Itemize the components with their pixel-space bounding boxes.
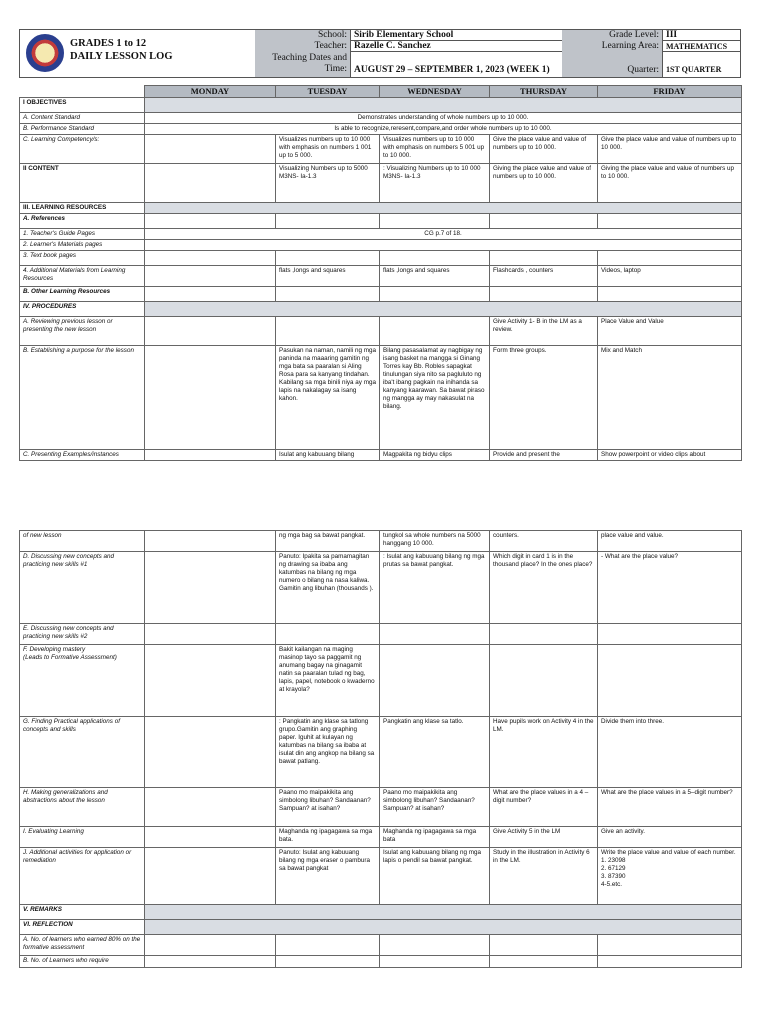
table-cell [145, 450, 276, 461]
row-label: of new lesson [20, 531, 145, 552]
day-monday: MONDAY [145, 86, 276, 98]
quarter-label: Quarter: [562, 52, 662, 77]
day-friday: FRIDAY [598, 86, 742, 98]
table-cell [145, 135, 276, 164]
table-cell: Visualizes numbers up to 10 000 with emphasis on numbers 5 001 up to 10 000. [380, 135, 490, 164]
table-cell: Isulat ang kabuuang bilang [276, 450, 380, 461]
table-cell: Provide and present the [490, 450, 598, 461]
row-label: 1. Teacher's Guide Pages [20, 229, 145, 240]
table-cell: place value and value. [598, 531, 742, 552]
table-cell: Pangkatin ang klase sa tatlo. [380, 717, 490, 788]
table-cell: Visualizing Numbers up to 5000 M3NS- Ia-1.3 [276, 164, 380, 203]
table-cell: Paano mo maipakikita ang simbolong libuhan? Sandaanan? Sampuan? at isahan? [276, 788, 380, 827]
content-standard-value: Demonstrates understanding of whole numbers up to 10 000. [145, 113, 742, 124]
table-cell: Pasukan na naman, namili ng mga paninda na maaaring gamitin ng mga bata sa paaralan si Aling Rosa para sa kanyang tindahan. Kabilang sa mga binili niya ay mga lapis na nakalagay sa isang kahon. [276, 346, 380, 450]
table-cell [145, 317, 276, 346]
reflection-b-row [20, 956, 742, 968]
table-cell: Give an activity. [598, 827, 742, 848]
table-cell: tungkol sa whole numbers na 5000 hanggang 10 000. [380, 531, 490, 552]
table-cell: What are the place values in a 5–digit number? [598, 788, 742, 827]
table-cell: counters. [490, 531, 598, 552]
table-cell: Mix and Match [598, 346, 742, 450]
row-label: 2. Learner's Materials pages [20, 240, 145, 251]
table-cell [598, 645, 742, 717]
table-cell: Which digit in card 1 is in the thousand place? In the ones place? [490, 552, 598, 624]
row-label: J. Additional activities for application or remediation [20, 848, 145, 905]
dates-label-line1: Teaching Dates and [272, 53, 347, 63]
row-label: E. Discussing new concepts and practicing new skills #2 [20, 624, 145, 645]
teacher-value: Razelle C. Sanchez [350, 41, 562, 52]
procedure-j-row [20, 848, 742, 905]
area-value: MATHEMATICS [662, 41, 740, 52]
grade-label: Grade Level: [562, 30, 662, 41]
table-cell [145, 827, 276, 848]
content-row [20, 164, 742, 203]
table-cell [145, 717, 276, 788]
day-thursday: THURSDAY [490, 86, 598, 98]
reflection-a-row [20, 935, 742, 956]
procedure-a-row [20, 317, 742, 346]
procedure-g-row [20, 717, 742, 788]
table-cell: Visualizes numbers up to 10 000 with emphasis on numbers 1 001 up to 5 000. [276, 135, 380, 164]
table-cell: Panuto: Ipakita sa pamamagitan ng drawing sa ibaba ang katumbas na bilang ng mga numero o bilang na nasa kaliwa. Gamitin ang libuhan (thousands ). [276, 552, 380, 624]
table-cell: Bakit kailangan na maging masinop tayo sa paggamit ng anumang bagay na ginagamit natin sa paaralan tulad ng bag, lapis, papel, notebook o kwaderno at krayola? [276, 645, 380, 717]
table-cell: Place Value and Value [598, 317, 742, 346]
row-label: 4. Additional Materials from Learning Resources [20, 266, 145, 287]
table-cell: Give the place value and value of numbers up to 10 000. [490, 135, 598, 164]
resources-row [20, 203, 742, 214]
table-cell: Videos, laptop [598, 266, 742, 287]
table-cell: Form three groups. [490, 346, 598, 450]
other-resources-row [20, 287, 742, 302]
row-label: I. Evaluating Learning [20, 827, 145, 848]
table-cell: Paano mo maipakikita ang simbolong libuhan? Sandaanan? Sampuan? at isahan? [380, 788, 490, 827]
table-cell: Giving the place value and value of numbers up to 10 000. [490, 164, 598, 203]
table-cell: : Isulat ang kabuuang bilang ng mga prutas sa bawat pangkat. [380, 552, 490, 624]
table-cell: Show powerpoint or video clips about [598, 450, 742, 461]
row-label: F. Developing mastery (Leads to Formative Assessment) [20, 645, 145, 717]
table-cell [145, 346, 276, 450]
reflection-row [20, 920, 742, 935]
day-header-row [20, 86, 742, 98]
lesson-log-table-part1 [19, 85, 742, 461]
teacher-label: Teacher: [255, 41, 350, 52]
table-cell [276, 317, 380, 346]
table-cell [145, 848, 276, 905]
remarks-row [20, 905, 742, 920]
school-label: School: [255, 30, 350, 41]
row-label: VI. REFLECTION [20, 920, 145, 935]
table-cell: Write the place value and value of each number. 1. 23098 2. 67129 3. 87390 4-5.etc. [598, 848, 742, 905]
table-cell [145, 552, 276, 624]
dates-label-line2: Time: [324, 64, 347, 74]
row-label: B. No. of Learners who require [20, 956, 145, 968]
dates-value: AUGUST 29 – SEPTEMBER 1, 2023 (WEEK 1) [350, 52, 562, 77]
table-cell: Giving the place value and value of numbers up to 10 000. [598, 164, 742, 203]
row-label: G. Finding Practical applications of concepts and skills [20, 717, 145, 788]
title-line2: DAILY LESSON LOG [70, 51, 173, 62]
procedures-row [20, 302, 742, 317]
table-cell [380, 645, 490, 717]
row-label: II CONTENT [20, 164, 145, 203]
row-label: B. Establishing a purpose for the lesson [20, 346, 145, 450]
competency-row [20, 135, 742, 164]
table-cell: Study in the illustration in Activity 6 in the LM. [490, 848, 598, 905]
teachers-guide-value: CG p.7 of 18. [145, 229, 742, 240]
row-label: C. Learning Competency/s: [20, 135, 145, 164]
objectives-row [20, 98, 742, 113]
procedure-b-row [20, 346, 742, 450]
references-row [20, 214, 742, 229]
row-label: H. Making generalizations and abstractions about the lesson [20, 788, 145, 827]
row-label: IV. PROCEDURES [20, 302, 145, 317]
table-cell: Maghanda ng ipagagawa sa mga bata. [276, 827, 380, 848]
procedure-h-row [20, 788, 742, 827]
area-label: Learning Area: [562, 41, 662, 52]
additional-materials-row [20, 266, 742, 287]
table-cell: Have pupils work on Activity 4 in the LM. [490, 717, 598, 788]
performance-standard-value: Is able to recognize,reresent,compare,and order whole numbers up to 10 000. [145, 124, 742, 135]
lesson-log-header [19, 29, 741, 78]
procedure-d-row [20, 552, 742, 624]
row-label: 3. Text book pages [20, 251, 145, 266]
quarter-value: 1ST QUARTER [662, 52, 740, 77]
title-line1: GRADES 1 to 12 [70, 38, 147, 49]
procedure-f-row [20, 645, 742, 717]
table-cell: - What are the place value? [598, 552, 742, 624]
table-cell [145, 531, 276, 552]
table-cell: Divide them into three. [598, 717, 742, 788]
table-cell: Bilang pasasalamat ay nagbigay ng isang basket na mangga si Ginang Torres kay Bb. Robles sapagkat tinulungan siya nito sa pagluluto ng iba't ibang pagkain na inihanda sa kanyang kaarawan. Sa bawat piraso ng mangga ay may nakasulat na bilang. [380, 346, 490, 450]
table-cell: What are the place values in a 4 –digit number? [490, 788, 598, 827]
procedure-i-row [20, 827, 742, 848]
row-label: I OBJECTIVES [20, 98, 145, 113]
table-cell: : Visualizing Numbers up to 10 000 M3NS- Ia-1.3 [380, 164, 490, 203]
day-wednesday: WEDNESDAY [380, 86, 490, 98]
table-cell [145, 788, 276, 827]
table-cell: Give the place value and value of numbers up to 10 000. [598, 135, 742, 164]
row-label: D. Discussing new concepts and practicing new skills #1 [20, 552, 145, 624]
dates-label [255, 52, 350, 77]
table-cell [490, 645, 598, 717]
table-cell [380, 317, 490, 346]
table-cell: ng mga bag sa bawat pangkat. [276, 531, 380, 552]
performance-standard-row [20, 124, 742, 135]
day-tuesday: TUESDAY [276, 86, 380, 98]
school-value: Sirib Elementary School [350, 30, 562, 41]
table-cell: Flashcards , counters [490, 266, 598, 287]
table-cell: Maghanda ng ipagagawa sa mga bata [380, 827, 490, 848]
table-cell: Give Activity 1- B in the LM as a review. [490, 317, 598, 346]
row-label: III. LEARNING RESOURCES [20, 203, 145, 214]
textbook-row [20, 251, 742, 266]
table-cell: : Pangkatin ang klase sa tatlong grupo.Gamitin ang graphing paper. Iguhit at kulayan ng katumbas na bilang sa ibaba at isulat din ang angkop na bilang sa bawat patlang. [276, 717, 380, 788]
deped-seal-icon [26, 34, 64, 72]
table-cell: Isulat ang kabuuang bilang ng mga lapis o pendil sa bawat pangkat. [380, 848, 490, 905]
row-label: C. Presenting Examples/instances [20, 450, 145, 461]
teachers-guide-row [20, 229, 742, 240]
table-cell: Panuto: Isulat ang kabuuang bilang ng mga eraser o pambura sa bawat pangkat [276, 848, 380, 905]
table-cell: Give Activity 5 in the LM [490, 827, 598, 848]
row-label: A. Reviewing previous lesson or presenting the new lesson [20, 317, 145, 346]
procedure-e-row [20, 624, 742, 645]
row-label: A. References [20, 214, 145, 229]
table-cell [145, 645, 276, 717]
table-cell [145, 266, 276, 287]
table-cell: Magpakita ng bidyu clips [380, 450, 490, 461]
procedure-c-row-bottom [20, 531, 742, 552]
table-cell [145, 164, 276, 203]
table-cell: flats ,longs and squares [276, 266, 380, 287]
row-label: A. No. of learners who earned 80% on the formative assessment [20, 935, 145, 956]
procedure-c-row-top [20, 450, 742, 461]
row-label: A. Content Standard [20, 113, 145, 124]
logo-cell [20, 30, 255, 77]
table-cell: flats ,longs and squares [380, 266, 490, 287]
lesson-log-table-part2 [19, 530, 742, 968]
content-standard-row [20, 113, 742, 124]
grade-value: III [662, 30, 740, 41]
row-label: V. REMARKS [20, 905, 145, 920]
learners-materials-row [20, 240, 742, 251]
row-label: B. Other Learning Resources [20, 287, 145, 302]
row-label: B. Performance Standard [20, 124, 145, 135]
